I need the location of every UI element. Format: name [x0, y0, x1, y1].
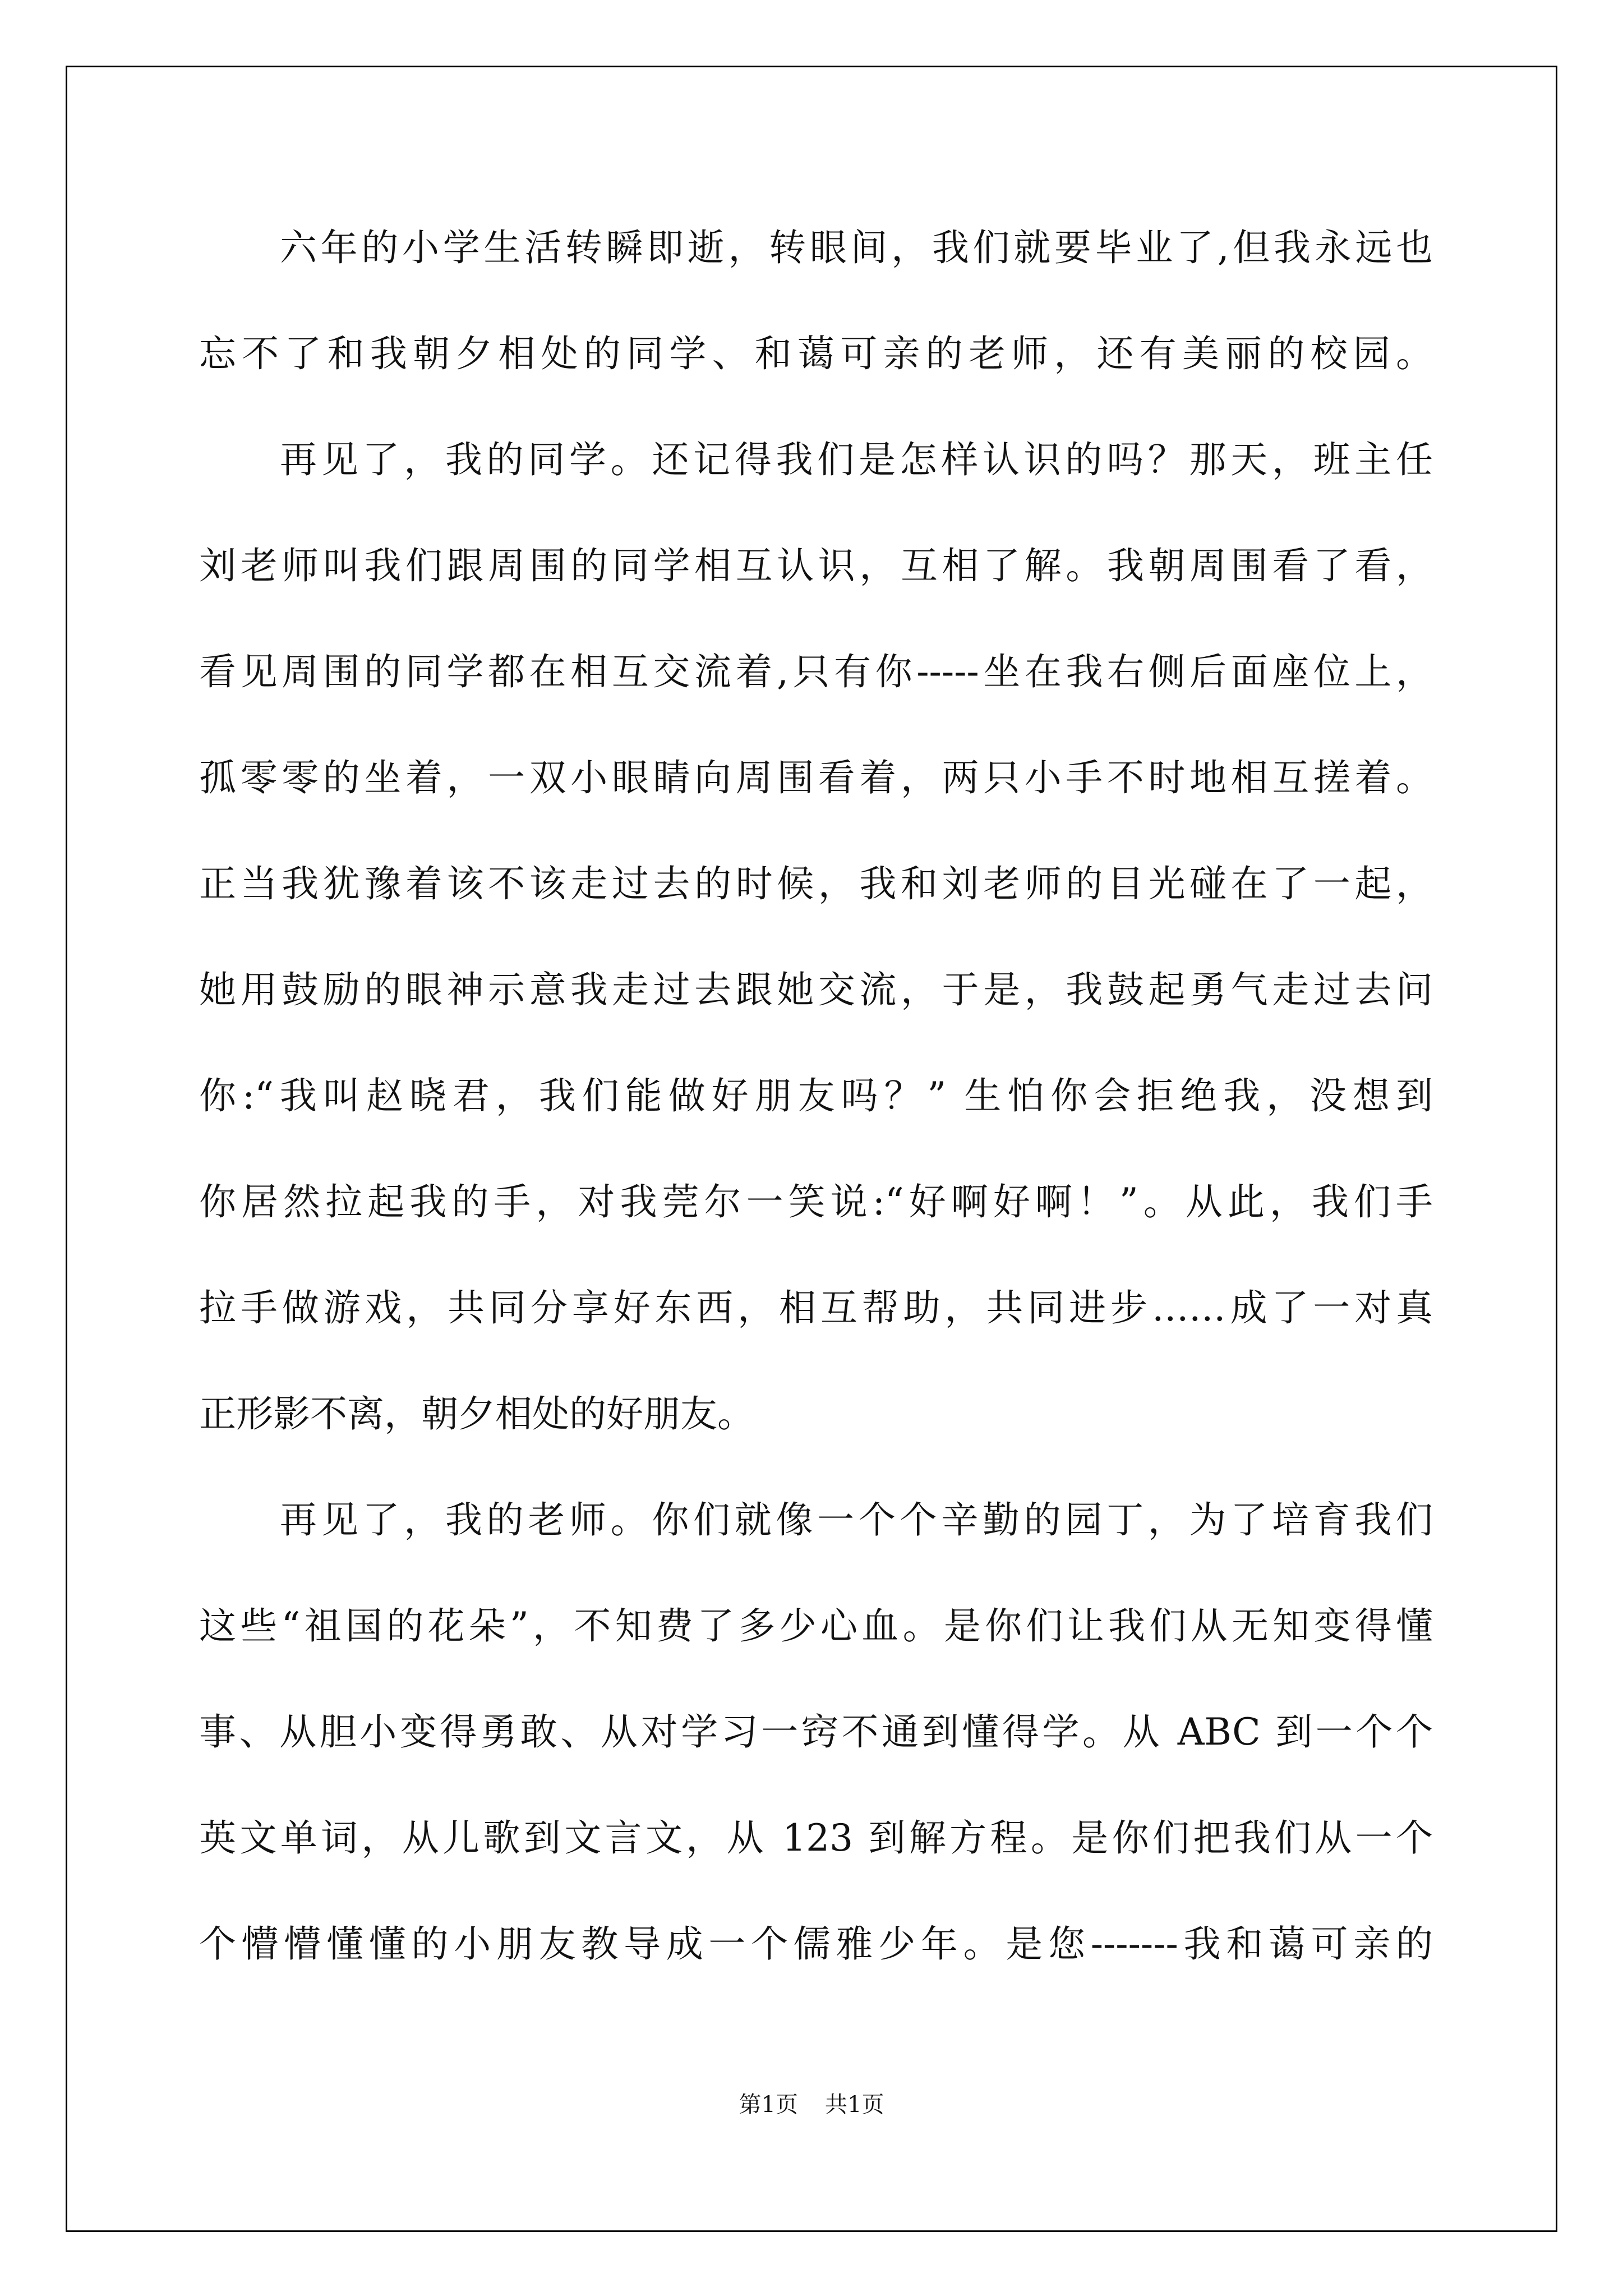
text-line: 事、从胆小变得勇敢、从对学习一窍不通到懂得学。从 ABC 到一个个 [199, 1710, 1433, 1754]
page-number: 第1页 [739, 2092, 798, 2118]
page-total: 共1页 [825, 2092, 884, 2118]
text-line: 正当我犹豫着该不该走过去的时候，我和刘老师的目光碰在了一起， [199, 862, 1433, 905]
text-line: 六年的小学生活转瞬即逝，转眼间，我们就要毕业了,但我永远也 [280, 226, 1433, 269]
text-line: 拉手做游戏，共同分享好东西，相互帮助，共同进步……成了一对真 [199, 1286, 1433, 1329]
text-line: 孤零零的坐着，一双小眼睛向周围看着，两只小手不时地相互搓着。 [199, 756, 1433, 799]
document-body [199, 222, 1433, 2024]
text-line: 看见周围的同学都在相互交流着,只有你-----坐在我右侧后面座位上， [199, 650, 1433, 693]
text-line: 个懵懵懂懂的小朋友教导成一个儒雅少年。是您-------我和蔼可亲的 [199, 1922, 1433, 1966]
text-line: 她用鼓励的眼神示意我走过去跟她交流，于是，我鼓起勇气走过去问 [199, 968, 1433, 1011]
text-line: 这些“祖国的花朵”，不知费了多少心血。是你们让我们从无知变得懂 [199, 1604, 1433, 1648]
page-footer [0, 2087, 1623, 2119]
text-line: 再见了，我的同学。还记得我们是怎样认识的吗？那天，班主任 [280, 438, 1433, 481]
text-line: 正形影不离，朝夕相处的好朋友。 [199, 1392, 754, 1435]
text-line: 你居然拉起我的手，对我莞尔一笑说:“好啊好啊！”。从此，我们手 [199, 1180, 1433, 1223]
text-line: 再见了，我的老师。你们就像一个个辛勤的园丁，为了培育我们 [280, 1498, 1433, 1542]
text-line: 刘老师叫我们跟周围的同学相互认识，互相了解。我朝周围看了看， [199, 544, 1433, 587]
text-line: 英文单词，从儿歌到文言文，从 123 到解方程。是你们把我们从一个 [199, 1816, 1433, 1860]
text-line: 忘不了和我朝夕相处的同学、和蔼可亲的老师，还有美丽的校园。 [199, 332, 1433, 375]
text-line: 你:“我叫赵晓君，我们能做好朋友吗？” 生怕你会拒绝我，没想到 [199, 1074, 1433, 1117]
